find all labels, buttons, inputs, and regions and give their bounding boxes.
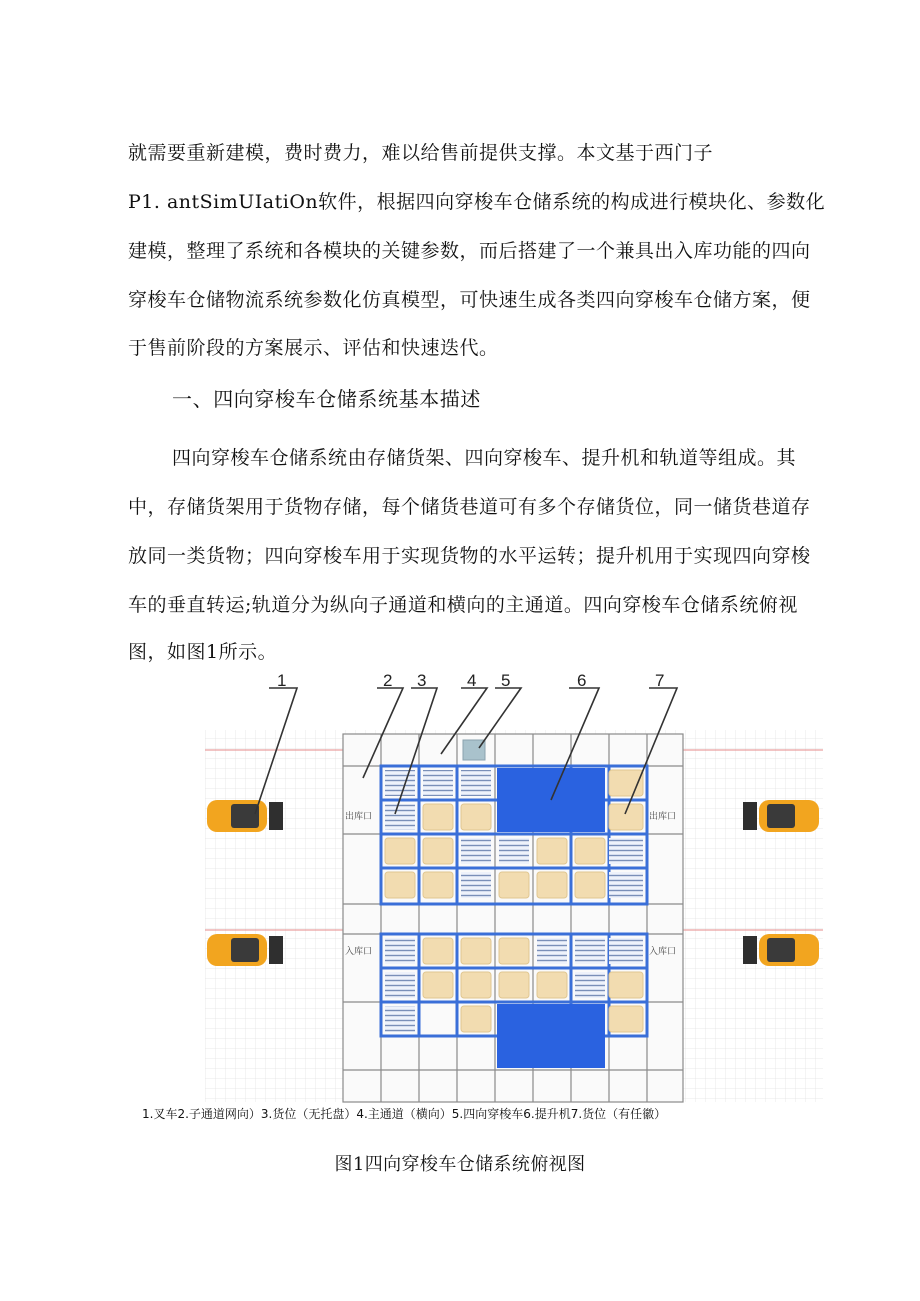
figure-legend-caption: 1.叉车2.子通道网向）3.货位（无托盘）4.主通道（横向）5.四向穿梭车6.提升机7.货位（有任徽）	[142, 1107, 667, 1121]
callout-numbers	[277, 671, 664, 690]
entry-label-right: 入库口	[649, 947, 677, 957]
text-line: P1. antSimUIatiOn软件，根据四向穿梭车仓储系统的构成进行模块化、参数化	[128, 191, 826, 213]
callout-1: 1	[277, 671, 287, 690]
text-line: 四向穿梭车仓储系统由存储货架、四向穿梭车、提升机和轨道等组成。其	[172, 447, 797, 469]
callout-7: 7	[655, 671, 665, 690]
figure-title: 图1四向穿梭车仓储系统俯视图	[334, 1154, 586, 1175]
callout-5: 5	[501, 671, 511, 690]
text-line: 穿梭车仓储物流系统参数化仿真模型，可快速生成各类四向穿梭车仓储方案，便	[128, 289, 811, 311]
text-line: 图，如图1所示。	[128, 641, 278, 663]
forklift-icon	[207, 800, 283, 832]
callout-4: 4	[467, 671, 477, 690]
exit-label-right: 出库口	[649, 812, 677, 822]
entry-label-left: 入库口	[345, 947, 373, 957]
forklift-icon	[743, 800, 819, 832]
warehouse-diagram	[205, 668, 823, 1105]
section-heading: 一、四向穿梭车仓储系统基本描述	[172, 387, 481, 411]
forklift-icon	[743, 934, 819, 966]
callout-2: 2	[383, 671, 393, 690]
text-line: 于售前阶段的方案展示、评估和快速迭代。	[128, 337, 499, 359]
text-line: 建模，整理了系统和各模块的关键参数，而后搭建了一个兼具出入库功能的四向	[128, 240, 811, 262]
lift-block	[497, 1004, 605, 1068]
forklift-icon	[207, 934, 283, 966]
exit-label-left: 出库口	[345, 812, 373, 822]
text-line: 放同一类货物；四向穿梭车用于实现货物的水平运转；提升机用于实现四向穿梭	[128, 545, 811, 567]
callout-3: 3	[417, 671, 427, 690]
warehouse-figure	[205, 668, 823, 1105]
text-line: 车的垂直转运;轨道分为纵向子通道和横向的主通道。四向穿梭车仓储系统俯视	[128, 594, 798, 616]
text-line: 中，存储货架用于货物存储，每个储货巷道可有多个存储货位，同一储货巷道存	[128, 496, 811, 518]
text-line: 就需要重新建模，费时费力，难以给售前提供支撑。本文基于西门子	[128, 142, 714, 164]
callout-6: 6	[577, 671, 587, 690]
